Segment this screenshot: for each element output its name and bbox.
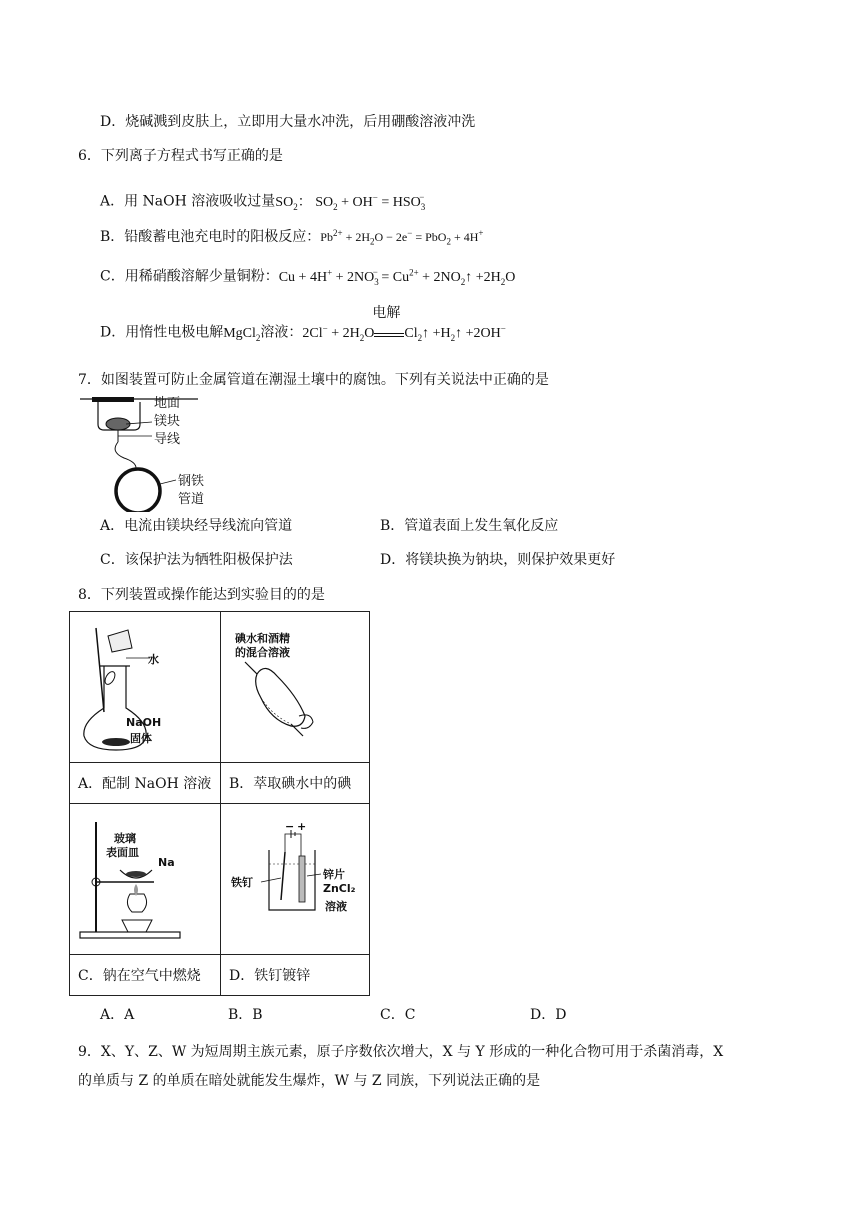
q6-option-c: C．用稀硝酸溶解少量铜粉：$Cu + 4H^+ + 2NO_3^- = Cu^{2+}$ + $2NO_2↑ +2H_2O$ bbox=[100, 267, 516, 287]
q8-stem: 8．下列装置或操作能达到实验目的的是 bbox=[78, 587, 325, 603]
q8-b-label-2: 的混合溶液 bbox=[235, 646, 290, 659]
q8-b-label-1: 碘水和酒精 bbox=[235, 632, 290, 645]
q6-option-d-mid: 溶液： bbox=[260, 324, 303, 341]
q7-label-ground: 地面 bbox=[154, 396, 181, 411]
q6-option-d: D．用惰性电极电解MgCl$_2$溶液：$2Cl^- + 2H_2O$ 电解 $Cl_2↑$ $+H_2↑ +2OH^-$ bbox=[100, 304, 506, 343]
q7-label-pipe-2: 管道 bbox=[178, 492, 205, 507]
q8-caption-c: C．钠在空气中燃烧 bbox=[70, 955, 221, 996]
q8-cell-c-image bbox=[70, 804, 221, 955]
q8-c-glass-label-1: 玻璃 bbox=[114, 832, 136, 845]
q8-d-nail-label: 铁钉 bbox=[231, 876, 253, 889]
q6-stem: 6．下列离子方程式书写正确的是 bbox=[78, 148, 283, 164]
q8-a-solid-label: 固体 bbox=[130, 732, 152, 745]
q8-d-solution-label: 溶液 bbox=[325, 900, 347, 913]
q8-choice-b: B．B bbox=[228, 1007, 263, 1023]
q7-option-d: D．将镁块换为钠块，则保护效果更好 bbox=[380, 552, 616, 568]
q7-option-c: C．该保护法为牺牲阳极保护法 bbox=[100, 552, 293, 568]
q8-caption-d: D．铁钉镀锌 bbox=[221, 955, 370, 996]
q7-label-wire: 导线 bbox=[154, 432, 181, 447]
q6-electrolysis-condition: 电解 bbox=[372, 304, 401, 321]
q7-diagram bbox=[80, 396, 220, 512]
q6-option-a: A．用 NaOH 溶液吸收过量$SO_2$： $SO_2 + OH^- = HSO_3^-$ bbox=[100, 192, 426, 212]
q8-c-glass-label-2: 表面皿 bbox=[106, 846, 139, 859]
q8-cell-d-image bbox=[221, 804, 370, 955]
q8-choice-d: D．D bbox=[530, 1007, 567, 1023]
q6-option-b: B．铅酸蓄电池充电时的阳极反应：$Pb^{2+} + 2H_2O - 2e^- = PbO_2 + 4H^+$ bbox=[100, 228, 484, 247]
q8-d-zncl2-label: ZnCl₂ bbox=[323, 882, 356, 895]
q7-option-b: B．管道表面上发生氧化反应 bbox=[380, 518, 559, 534]
q9-stem-line-1: 9．X、Y、Z、W 为短周期主族元素，原子序数依次增大，X 与 Y 形成的一种化合物可用于杀菌消毒，X bbox=[78, 1044, 724, 1060]
q8-d-plus-sign: + bbox=[297, 820, 307, 833]
q9-stem-line-2: 的单质与 Z 的单质在暗处就能发生爆炸，W 与 Z 同族，下列说法正确的是 bbox=[78, 1073, 541, 1089]
q8-cell-a-image bbox=[70, 612, 221, 763]
q7-label-pipe-1: 钢铁 bbox=[178, 474, 205, 489]
q6-option-d-text: D．用惰性电极电解 bbox=[100, 324, 224, 341]
q6-option-a-text: A．用 NaOH 溶液吸收过量 bbox=[100, 193, 276, 210]
q6-option-b-text: B．铅酸蓄电池充电时的阳极反应： bbox=[100, 229, 321, 245]
q8-a-water-label: 水 bbox=[148, 653, 159, 666]
q8-choice-a: A．A bbox=[100, 1007, 135, 1023]
q8-d-zn-label: 锌片 bbox=[323, 868, 345, 881]
q7-stem: 7．如图装置可防止金属管道在潮湿土壤中的腐蚀。下列有关说法中正确的是 bbox=[78, 372, 549, 388]
q8-caption-b: B．萃取碘水中的碘 bbox=[221, 763, 370, 804]
q8-d-minus-sign: − bbox=[285, 820, 295, 833]
q6-option-c-text: C．用稀硝酸溶解少量铜粉： bbox=[100, 268, 279, 285]
separatory-funnel-icon bbox=[221, 612, 369, 762]
q7-option-a: A．电流由镁块经导线流向管道 bbox=[100, 518, 293, 534]
q8-a-naoh-label: NaOH bbox=[126, 716, 162, 729]
q8-c-na-label: Na bbox=[158, 856, 175, 869]
q8-caption-a: A．配制 NaOH 溶液 bbox=[70, 763, 221, 804]
q8-cell-b-image bbox=[221, 612, 370, 763]
q8-apparatus-table bbox=[69, 611, 370, 996]
q8-choice-c: C．C bbox=[380, 1007, 416, 1023]
q7-label-mg-block: 镁块 bbox=[154, 414, 181, 429]
burner-stand-icon bbox=[70, 804, 220, 954]
q5-option-d: D．烧碱溅到皮肤上，立即用大量水冲洗，后用硼酸溶液冲洗 bbox=[100, 114, 476, 130]
